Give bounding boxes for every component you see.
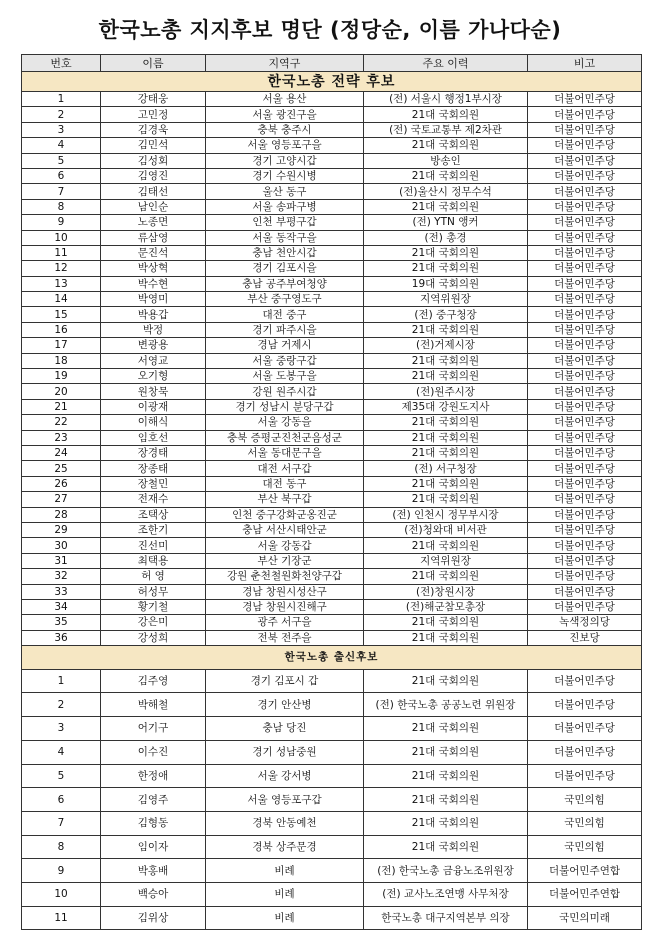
cell-district: 서울 강동갑 — [206, 538, 364, 553]
cell-note: 국민의힘 — [528, 835, 642, 859]
cell-district: 충남 공주부여청양 — [206, 276, 364, 291]
cell-number: 5 — [22, 153, 101, 168]
cell-name: 류삼영 — [101, 230, 206, 245]
cell-name: 장종태 — [101, 461, 206, 476]
header-note: 비고 — [528, 55, 642, 72]
cell-note: 더불어민주연합 — [528, 859, 642, 883]
cell-number: 4 — [22, 740, 101, 764]
cell-note: 더불어민주당 — [528, 461, 642, 476]
cell-career: (전) 중구청장 — [364, 307, 528, 322]
cell-note: 더불어민주연합 — [528, 882, 642, 906]
table-row — [22, 307, 642, 322]
cell-name: 강성희 — [101, 630, 206, 645]
cell-note: 더불어민주당 — [528, 230, 642, 245]
cell-note: 더불어민주당 — [528, 215, 642, 230]
cell-number: 33 — [22, 584, 101, 599]
cell-district: 부산 중구영도구 — [206, 292, 364, 307]
cell-number: 21 — [22, 399, 101, 414]
cell-number: 5 — [22, 764, 101, 788]
cell-note: 더불어민주당 — [528, 384, 642, 399]
cell-note: 더불어민주당 — [528, 338, 642, 353]
cell-name: 장철민 — [101, 476, 206, 491]
cell-note: 더불어민주당 — [528, 92, 642, 107]
cell-district: 충남 서산시태안군 — [206, 522, 364, 537]
cell-note: 더불어민주당 — [528, 369, 642, 384]
cell-note: 더불어민주당 — [528, 353, 642, 368]
table-row — [22, 353, 642, 368]
table-row — [22, 415, 642, 430]
cell-career: 21대 국회의원 — [364, 138, 528, 153]
cell-career: 21대 국회의원 — [364, 168, 528, 183]
table-row — [22, 717, 642, 741]
cell-number: 8 — [22, 199, 101, 214]
table-row — [22, 507, 642, 522]
cell-note: 더불어민주당 — [528, 261, 642, 276]
cell-name: 김성회 — [101, 153, 206, 168]
page-title: 한국노총 지지후보 명단 (정당순, 이름 가나다순) — [98, 18, 562, 42]
cell-number: 20 — [22, 384, 101, 399]
cell-number: 8 — [22, 835, 101, 859]
table-row — [22, 569, 642, 584]
cell-career: (전)창원시장 — [364, 584, 528, 599]
table-row — [22, 384, 642, 399]
cell-district: 서울 도봉구을 — [206, 369, 364, 384]
cell-name: 이수진 — [101, 740, 206, 764]
cell-note: 더불어민주당 — [528, 199, 642, 214]
cell-number: 18 — [22, 353, 101, 368]
table-row — [22, 261, 642, 276]
table-row — [22, 669, 642, 693]
table-row — [22, 245, 642, 260]
cell-career: 방송인 — [364, 153, 528, 168]
cell-name: 한정애 — [101, 764, 206, 788]
table-row — [22, 445, 642, 460]
cell-note: 더불어민주당 — [528, 399, 642, 414]
cell-note: 더불어민주당 — [528, 476, 642, 491]
cell-district: 서울 강서병 — [206, 764, 364, 788]
cell-career: (전) YTN 앵커 — [364, 215, 528, 230]
cell-career: 21대 국회의원 — [364, 369, 528, 384]
cell-career: 21대 국회의원 — [364, 261, 528, 276]
cell-name: 황기철 — [101, 599, 206, 614]
table-row — [22, 215, 642, 230]
table-row — [22, 276, 642, 291]
cell-number: 10 — [22, 230, 101, 245]
cell-district: 경기 파주시을 — [206, 322, 364, 337]
cell-district: 서울 영등포구갑 — [206, 788, 364, 812]
cell-name: 고민정 — [101, 107, 206, 122]
table-row — [22, 553, 642, 568]
cell-number: 13 — [22, 276, 101, 291]
cell-career: (전) 총경 — [364, 230, 528, 245]
cell-number: 31 — [22, 553, 101, 568]
cell-district: 경남 창원시성산구 — [206, 584, 364, 599]
cell-name: 김주영 — [101, 669, 206, 693]
cell-name: 서영교 — [101, 353, 206, 368]
cell-note: 녹색정의당 — [528, 615, 642, 630]
table-row — [22, 882, 642, 906]
cell-name: 김경욱 — [101, 122, 206, 137]
cell-number: 27 — [22, 492, 101, 507]
cell-note: 더불어민주당 — [528, 553, 642, 568]
cell-number: 34 — [22, 599, 101, 614]
table-row — [22, 461, 642, 476]
cell-name: 조택상 — [101, 507, 206, 522]
cell-note: 더불어민주당 — [528, 415, 642, 430]
cell-name: 박정 — [101, 322, 206, 337]
cell-career: 21대 국회의원 — [364, 430, 528, 445]
cell-district: 서울 광진구을 — [206, 107, 364, 122]
cell-career: 21대 국회의원 — [364, 740, 528, 764]
cell-number: 7 — [22, 811, 101, 835]
cell-name: 장경태 — [101, 445, 206, 460]
cell-name: 이광재 — [101, 399, 206, 414]
cell-district: 경기 수원시병 — [206, 168, 364, 183]
cell-name: 변광용 — [101, 338, 206, 353]
cell-number: 4 — [22, 138, 101, 153]
table-row — [22, 399, 642, 414]
cell-district: 서울 중랑구갑 — [206, 353, 364, 368]
cell-district: 울산 동구 — [206, 184, 364, 199]
cell-district: 서울 강동을 — [206, 415, 364, 430]
cell-district: 경기 성남중원 — [206, 740, 364, 764]
cell-number: 25 — [22, 461, 101, 476]
cell-district: 경기 성남시 분당구갑 — [206, 399, 364, 414]
cell-district: 경남 창원시진해구 — [206, 599, 364, 614]
cell-career: 지역위원장 — [364, 553, 528, 568]
cell-number: 32 — [22, 569, 101, 584]
cell-district: 인천 부평구갑 — [206, 215, 364, 230]
cell-note: 더불어민주당 — [528, 430, 642, 445]
cell-name: 김위상 — [101, 906, 206, 930]
cell-number: 6 — [22, 168, 101, 183]
cell-career: (전) 한국노총 공공노련 위원장 — [364, 693, 528, 717]
cell-career: 21대 국회의원 — [364, 630, 528, 645]
cell-district: 서울 영등포구을 — [206, 138, 364, 153]
cell-district: 충북 충주시 — [206, 122, 364, 137]
section-title: 한국노총 전략 후보 — [22, 72, 642, 92]
cell-note: 더불어민주당 — [528, 693, 642, 717]
cell-number: 28 — [22, 507, 101, 522]
cell-number: 12 — [22, 261, 101, 276]
cell-note: 더불어민주당 — [528, 153, 642, 168]
cell-career: (전)원주시장 — [364, 384, 528, 399]
cell-note: 더불어민주당 — [528, 276, 642, 291]
cell-district: 경기 고양시갑 — [206, 153, 364, 168]
table-row — [22, 584, 642, 599]
cell-note: 더불어민주당 — [528, 522, 642, 537]
cell-number: 10 — [22, 882, 101, 906]
cell-note: 더불어민주당 — [528, 122, 642, 137]
cell-name: 진선미 — [101, 538, 206, 553]
cell-career: 21대 국회의원 — [364, 445, 528, 460]
cell-note: 더불어민주당 — [528, 538, 642, 553]
cell-career: (전)청와대 비서관 — [364, 522, 528, 537]
section-header — [22, 646, 642, 670]
cell-number: 23 — [22, 430, 101, 445]
cell-career: 21대 국회의원 — [364, 835, 528, 859]
table-row — [22, 615, 642, 630]
cell-note: 더불어민주당 — [528, 492, 642, 507]
cell-district: 경기 안산병 — [206, 693, 364, 717]
cell-number: 11 — [22, 906, 101, 930]
cell-note: 더불어민주당 — [528, 307, 642, 322]
table-row — [22, 835, 642, 859]
cell-district: 광주 서구을 — [206, 615, 364, 630]
cell-career: (전) 한국노총 금융노조위원장 — [364, 859, 528, 883]
cell-number: 1 — [22, 669, 101, 693]
cell-career: 21대 국회의원 — [364, 669, 528, 693]
cell-district: 부산 북구갑 — [206, 492, 364, 507]
cell-district: 경북 안동예천 — [206, 811, 364, 835]
cell-number: 24 — [22, 445, 101, 460]
table-row — [22, 630, 642, 645]
cell-career: (전) 국토교통부 제2차관 — [364, 122, 528, 137]
cell-career: 21대 국회의원 — [364, 492, 528, 507]
cell-name: 이해식 — [101, 415, 206, 430]
table-row — [22, 859, 642, 883]
cell-name: 백승아 — [101, 882, 206, 906]
table-row — [22, 538, 642, 553]
cell-number: 3 — [22, 122, 101, 137]
cell-name: 박수현 — [101, 276, 206, 291]
cell-name: 김영주 — [101, 788, 206, 812]
cell-name: 임이자 — [101, 835, 206, 859]
cell-career: 21대 국회의원 — [364, 476, 528, 491]
cell-name: 최택용 — [101, 553, 206, 568]
cell-name: 허성무 — [101, 584, 206, 599]
cell-district: 경기 김포시을 — [206, 261, 364, 276]
cell-district: 강원 원주시갑 — [206, 384, 364, 399]
strategic-section — [22, 72, 642, 646]
cell-name: 박용갑 — [101, 307, 206, 322]
cell-number: 11 — [22, 245, 101, 260]
cell-name: 박홍배 — [101, 859, 206, 883]
cell-note: 더불어민주당 — [528, 138, 642, 153]
cell-name: 박상혁 — [101, 261, 206, 276]
table-row — [22, 322, 642, 337]
cell-note: 더불어민주당 — [528, 322, 642, 337]
cell-district: 충남 천안시갑 — [206, 245, 364, 260]
cell-note: 더불어민주당 — [528, 107, 642, 122]
cell-district: 서울 용산 — [206, 92, 364, 107]
cell-career: 21대 국회의원 — [364, 764, 528, 788]
cell-number: 26 — [22, 476, 101, 491]
cell-note: 더불어민주당 — [528, 764, 642, 788]
cell-career: (전)해군참모총장 — [364, 599, 528, 614]
cell-number: 35 — [22, 615, 101, 630]
table-row — [22, 184, 642, 199]
table-row — [22, 199, 642, 214]
cell-district: 서울 동대문구을 — [206, 445, 364, 460]
cell-name: 김민석 — [101, 138, 206, 153]
cell-career: (전) 교사노조연맹 사무처장 — [364, 882, 528, 906]
cell-name: 전재수 — [101, 492, 206, 507]
cell-number: 2 — [22, 693, 101, 717]
cell-name: 박해철 — [101, 693, 206, 717]
table-row — [22, 811, 642, 835]
section-header — [22, 72, 642, 92]
cell-number: 15 — [22, 307, 101, 322]
cell-district: 충북 증평군진천군음성군 — [206, 430, 364, 445]
cell-name: 문진석 — [101, 245, 206, 260]
cell-district: 부산 기장군 — [206, 553, 364, 568]
cell-district: 대전 서구갑 — [206, 461, 364, 476]
cell-career: (전) 인천시 정무부시장 — [364, 507, 528, 522]
cell-career: 21대 국회의원 — [364, 245, 528, 260]
cell-note: 더불어민주당 — [528, 569, 642, 584]
cell-note: 국민의힘 — [528, 811, 642, 835]
table-row — [22, 476, 642, 491]
header-district: 지역구 — [206, 55, 364, 72]
cell-number: 19 — [22, 369, 101, 384]
cell-note: 더불어민주당 — [528, 507, 642, 522]
cell-note: 더불어민주당 — [528, 669, 642, 693]
cell-name: 박영미 — [101, 292, 206, 307]
cell-name: 강은미 — [101, 615, 206, 630]
cell-number: 1 — [22, 92, 101, 107]
header-row — [22, 55, 642, 72]
table-row — [22, 122, 642, 137]
cell-career: 21대 국회의원 — [364, 107, 528, 122]
cell-name: 조한기 — [101, 522, 206, 537]
cell-career: 지역위원장 — [364, 292, 528, 307]
cell-career: 제35대 강원도지사 — [364, 399, 528, 414]
cell-career: (전) 서울시 행정1부시장 — [364, 92, 528, 107]
cell-number: 22 — [22, 415, 101, 430]
cell-name: 강태웅 — [101, 92, 206, 107]
cell-district: 강원 춘천철원화천양구갑 — [206, 569, 364, 584]
cell-name: 허 영 — [101, 569, 206, 584]
table-row — [22, 338, 642, 353]
cell-district: 인천 중구강화군옹진군 — [206, 507, 364, 522]
cell-district: 서울 송파구병 — [206, 199, 364, 214]
cell-name: 김영진 — [101, 168, 206, 183]
cell-note: 더불어민주당 — [528, 245, 642, 260]
table-row — [22, 430, 642, 445]
cell-district: 경남 거제시 — [206, 338, 364, 353]
cell-number: 9 — [22, 215, 101, 230]
cell-career: 21대 국회의원 — [364, 353, 528, 368]
cell-district: 경기 김포시 갑 — [206, 669, 364, 693]
cell-district: 경북 상주문경 — [206, 835, 364, 859]
table-row — [22, 92, 642, 107]
cell-career: 21대 국회의원 — [364, 322, 528, 337]
cell-district: 충남 당진 — [206, 717, 364, 741]
cell-number: 30 — [22, 538, 101, 553]
cell-number: 6 — [22, 788, 101, 812]
header-career: 주요 이력 — [364, 55, 528, 72]
cell-name: 어기구 — [101, 717, 206, 741]
cell-number: 36 — [22, 630, 101, 645]
cell-career: 21대 국회의원 — [364, 538, 528, 553]
cell-district: 전북 전주을 — [206, 630, 364, 645]
cell-district: 비례 — [206, 906, 364, 930]
cell-number: 9 — [22, 859, 101, 883]
cell-career: 한국노총 대구지역본부 의장 — [364, 906, 528, 930]
cell-career: 21대 국회의원 — [364, 717, 528, 741]
table-row — [22, 522, 642, 537]
cell-district: 대전 중구 — [206, 307, 364, 322]
cell-district: 비례 — [206, 859, 364, 883]
cell-number: 17 — [22, 338, 101, 353]
cell-note: 국민의미래 — [528, 906, 642, 930]
candidate-table — [21, 54, 642, 930]
cell-career: 21대 국회의원 — [364, 615, 528, 630]
table-row — [22, 107, 642, 122]
table-row — [22, 599, 642, 614]
cell-career: 21대 국회의원 — [364, 415, 528, 430]
table-row — [22, 292, 642, 307]
cell-career: 21대 국회의원 — [364, 811, 528, 835]
cell-name: 오기형 — [101, 369, 206, 384]
cell-note: 더불어민주당 — [528, 445, 642, 460]
cell-name: 노종면 — [101, 215, 206, 230]
cell-career: 21대 국회의원 — [364, 788, 528, 812]
cell-note: 더불어민주당 — [528, 168, 642, 183]
cell-note: 더불어민주당 — [528, 599, 642, 614]
table-row — [22, 492, 642, 507]
table-row — [22, 230, 642, 245]
section-title: 한국노총 출신후보 — [22, 646, 642, 670]
table-row — [22, 906, 642, 930]
table-row — [22, 764, 642, 788]
table-row — [22, 153, 642, 168]
cell-number: 29 — [22, 522, 101, 537]
alumni-section — [22, 646, 642, 930]
table-row — [22, 168, 642, 183]
cell-district: 서울 동작구을 — [206, 230, 364, 245]
header-name: 이름 — [101, 55, 206, 72]
cell-career: (전)울산시 정무수석 — [364, 184, 528, 199]
cell-number: 2 — [22, 107, 101, 122]
cell-note: 더불어민주당 — [528, 740, 642, 764]
cell-name: 남인순 — [101, 199, 206, 214]
table-row — [22, 788, 642, 812]
header-number: 번호 — [22, 55, 101, 72]
cell-note: 더불어민주당 — [528, 584, 642, 599]
cell-district: 대전 동구 — [206, 476, 364, 491]
cell-name: 김태선 — [101, 184, 206, 199]
cell-number: 3 — [22, 717, 101, 741]
cell-number: 16 — [22, 322, 101, 337]
cell-district: 비례 — [206, 882, 364, 906]
cell-career: (전)거제시장 — [364, 338, 528, 353]
cell-career: 21대 국회의원 — [364, 569, 528, 584]
cell-name: 임호선 — [101, 430, 206, 445]
cell-note: 국민의힘 — [528, 788, 642, 812]
cell-career: 19대 국회의원 — [364, 276, 528, 291]
cell-career: 21대 국회의원 — [364, 199, 528, 214]
table-row — [22, 369, 642, 384]
table-row — [22, 693, 642, 717]
cell-note: 더불어민주당 — [528, 184, 642, 199]
cell-number: 7 — [22, 184, 101, 199]
cell-name: 김형동 — [101, 811, 206, 835]
cell-note: 더불어민주당 — [528, 717, 642, 741]
cell-name: 원창묵 — [101, 384, 206, 399]
cell-number: 14 — [22, 292, 101, 307]
cell-career: (전) 서구청장 — [364, 461, 528, 476]
cell-note: 진보당 — [528, 630, 642, 645]
cell-note: 더불어민주당 — [528, 292, 642, 307]
table-row — [22, 740, 642, 764]
table-row — [22, 138, 642, 153]
